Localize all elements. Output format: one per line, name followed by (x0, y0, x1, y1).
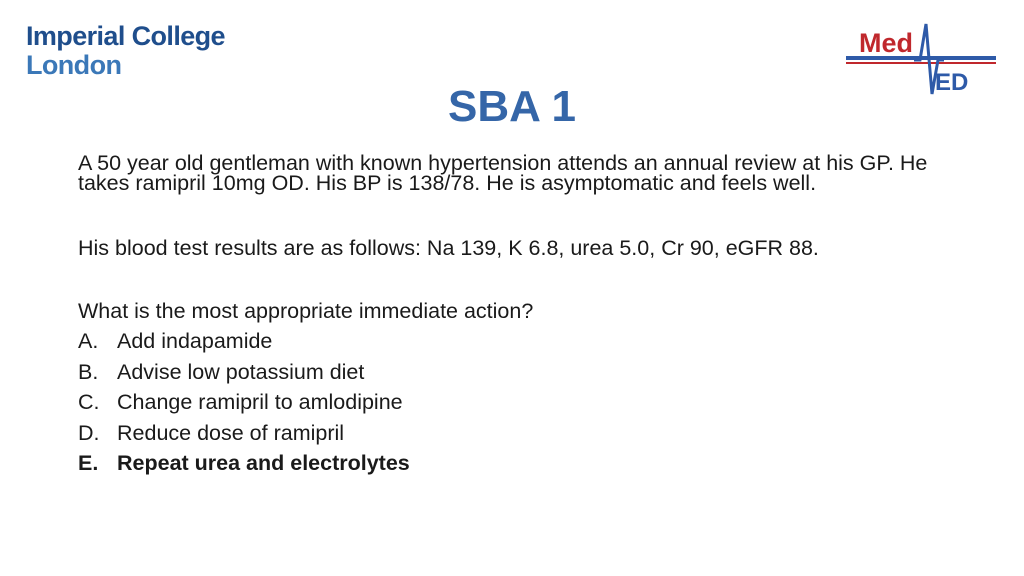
option-letter: D. (78, 420, 100, 445)
imperial-college-logo (26, 22, 225, 80)
option-a (78, 326, 948, 357)
option-b (78, 357, 948, 388)
imperial-logo-line1: Imperial College (26, 21, 225, 51)
option-c (78, 387, 948, 418)
meded-logo-top-text: Med (859, 28, 913, 58)
option-text: Add indapamide (117, 329, 273, 353)
option-letter: B. (78, 359, 99, 384)
option-text: Reduce dose of ramipril (117, 420, 345, 445)
option-letter: C. (78, 390, 100, 414)
option-letter: E. (78, 451, 99, 475)
option-d (78, 418, 948, 449)
slide-title: SBA 1 (448, 82, 576, 131)
option-letter: A. (78, 329, 99, 353)
option-text: Repeat urea and electrolytes (117, 451, 410, 475)
option-text: Change ramipril to amlodipine (117, 390, 403, 414)
clinical-scenario: A 50 year old gentleman with known hypertension attends an annual review at his GP. He takes ramipril 10mg OD. His BP is 138/78. He is asymptomatic and feels well. (78, 151, 928, 195)
imperial-logo-line2: London (26, 50, 122, 80)
question-stem: What is the most appropriate immediate action? (78, 299, 534, 323)
blood-results: His blood test results are as follows: Na 139, K 6.8, urea 5.0, Cr 90, eGFR 88. (78, 236, 819, 260)
slide-body (78, 153, 948, 479)
option-text: Advise low potassium diet (117, 359, 365, 384)
meded-logo-bottom-text: ED (935, 69, 969, 96)
answer-options (78, 326, 948, 479)
option-e-correct-answer (78, 448, 948, 479)
